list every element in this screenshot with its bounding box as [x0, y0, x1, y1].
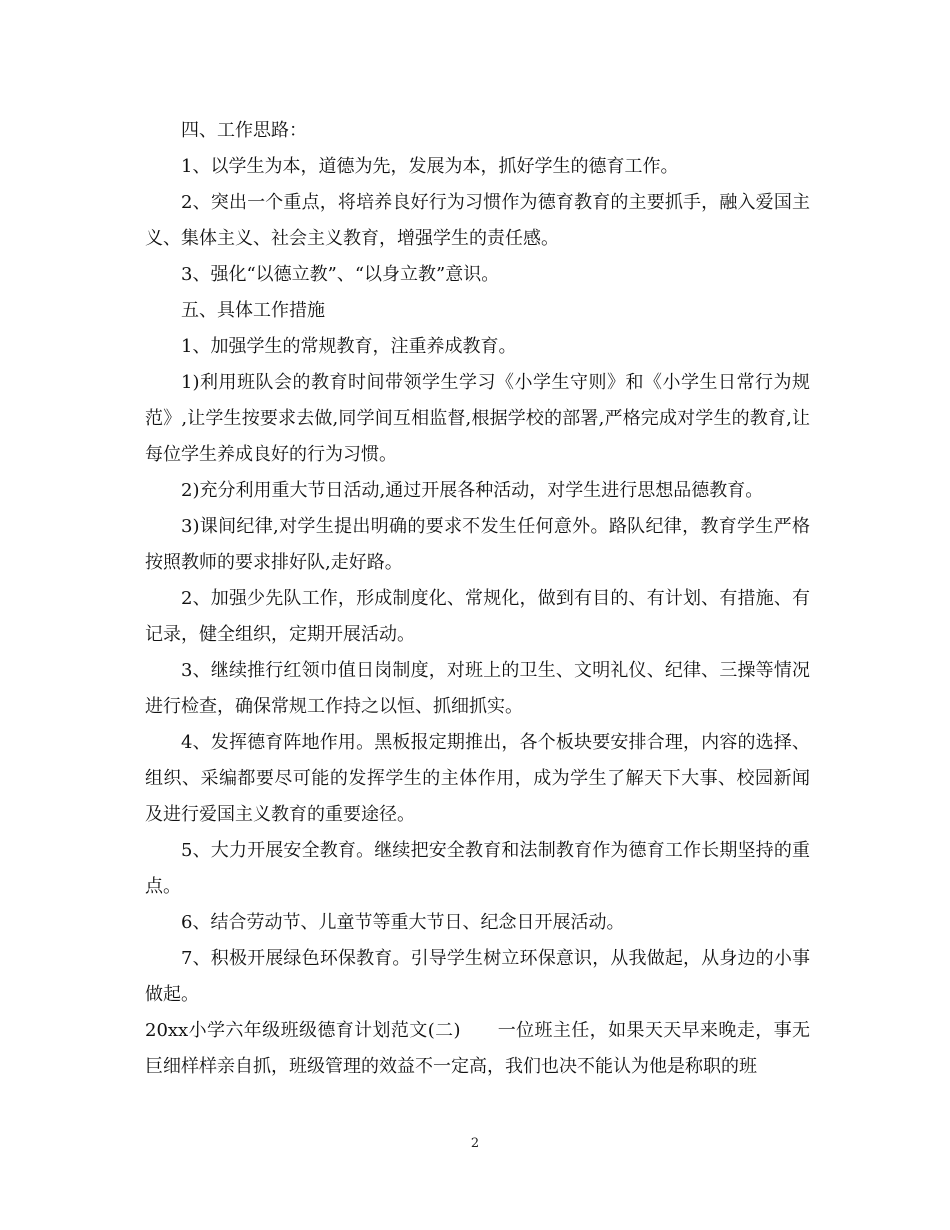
paragraph: 2、加强少先队工作，形成制度化、常规化，做到有目的、有计划、有措施、有记录，健全组织，定期开展活动。: [145, 588, 810, 645]
paragraph: 1、以学生为本，道德为先，发展为本，抓好学生的德育工作。: [181, 156, 679, 177]
paragraph: 4、发挥德育阵地作用。黑板报定期推出，各个板块要安排合理，内容的选择、组织、采编都要尽可能的发挥学生的主体作用，成为学生了解天下大事、校园新闻及进行爱国主义教育的重要途径。: [145, 732, 810, 825]
paragraph: 2)充分利用重大节日活动,通过开展各种活动，对学生进行思想品德教育。: [181, 480, 764, 501]
paragraph: 1)利用班队会的教育时间带领学生学习《小学生守则》和《小学生日常行为规范》,让学生按要求去做,同学间互相监督,根据学校的部署,严格完成对学生的教育,让每位学生养成良好的行为习惯。: [145, 372, 810, 465]
paragraph: 3)课间纪律,对学生提出明确的要求不发生任何意外。路队纪律，教育学生严格按照教师的要求排好队,走好路。: [145, 516, 810, 573]
paragraph: 3、强化“以德立教”、“以身立教”意识。: [181, 264, 500, 285]
paragraph: 6、结合劳动节、儿童节等重大节日、纪念日开展活动。: [181, 912, 625, 933]
page-number: 2: [470, 1136, 480, 1151]
paragraph: 3、继续推行红领巾值日岗制度，对班上的卫生、文明礼仪、纪律、三操等情况进行检查，确保常规工作持之以恒、抓细抓实。: [145, 660, 810, 717]
paragraph: 5、大力开展安全教育。继续把安全教育和法制教育作为德育工作长期坚持的重点。: [145, 840, 810, 897]
paragraph: 2、突出一个重点，将培养良好行为习惯作为德育教育的主要抓手，融入爱国主义、集体主义、社会主义教育，增强学生的责任感。: [145, 192, 810, 249]
document-body: [145, 113, 810, 1085]
section-heading-work-ideas: 四、工作思路：: [181, 120, 307, 141]
section-heading-measures: 五、具体工作措施: [181, 300, 325, 321]
paragraph: 1、加强学生的常规教育，注重养成教育。: [181, 336, 517, 357]
paragraph: 7、积极开展绿色环保教育。引导学生树立环保意识，从我做起，从身边的小事做起。: [145, 948, 810, 1005]
closing-paragraph: 20xx小学六年级班级德育计划范文(二) 一位班主任，如果天天早来晚走，事无巨细样样亲自抓，班级管理的效益不一定高，我们也决不能认为他是称职的班: [145, 1020, 810, 1077]
